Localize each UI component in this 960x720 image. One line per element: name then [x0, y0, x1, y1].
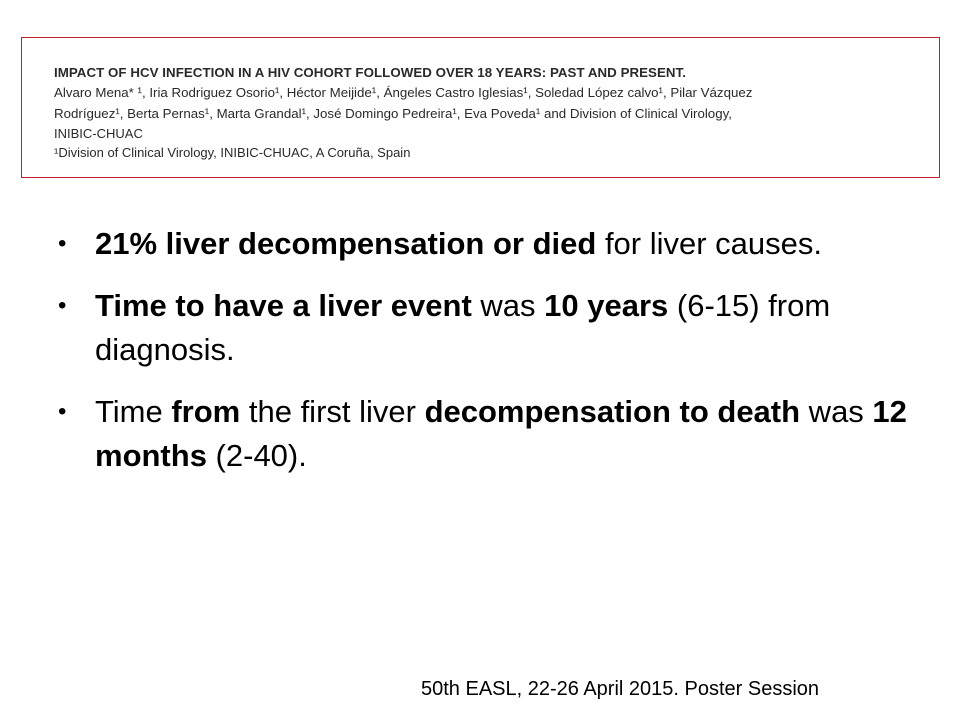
bullet-marker: •	[58, 398, 67, 425]
bullet-text: was	[800, 394, 873, 429]
bullet-text: Time	[95, 394, 172, 429]
bullet-text-bold: decompensation to death	[424, 394, 801, 429]
bullet-marker: •	[58, 292, 67, 319]
bullet-text: the first liver	[240, 394, 425, 429]
abstract-affiliation: ¹Division of Clinical Virology, INIBIC-CHUAC, A Coruña, Spain	[54, 145, 411, 160]
abstract-authors-line-1: Alvaro Mena* ¹, Iria Rodriguez Osorio¹, Héctor Meijide¹, Ángeles Castro Iglesias¹, Soledad López calvo¹, Pilar Vázquez	[54, 85, 753, 100]
bullet-marker: •	[58, 230, 67, 257]
bullet-text-bold: 10 years	[544, 288, 669, 323]
bullet-text-bold: Time to have a liver event	[95, 288, 472, 323]
bullet-text: for liver causes.	[596, 226, 823, 261]
bullet-text: (6-15) from diagnosis.	[95, 288, 831, 367]
bullet-text: was	[471, 288, 545, 323]
abstract-title: IMPACT OF HCV INFECTION IN A HIV COHORT FOLLOWED OVER 18 YEARS: PAST AND PRESENT.	[54, 65, 686, 80]
abstract-box	[21, 37, 940, 178]
bullet-text-bold: from	[171, 394, 241, 429]
bullet-item	[58, 390, 918, 478]
bullet-item	[58, 222, 918, 266]
bullet-item	[58, 284, 918, 372]
bullet-text-bold: 21% liver decompensation or died	[95, 226, 597, 261]
bullet-text-bold: 12 months	[95, 394, 907, 473]
footer-citation: 50th EASL, 22-26 April 2015. Poster Session	[421, 678, 820, 700]
abstract-authors-line-3: INIBIC-CHUAC	[54, 126, 143, 141]
bullet-list	[58, 222, 918, 496]
bullet-text: (2-40).	[206, 438, 307, 473]
abstract-authors-line-2: Rodríguez¹, Berta Pernas¹, Marta Grandal¹, José Domingo Pedreira¹, Eva Poveda¹ and Division of Clinical Virology,	[54, 105, 732, 121]
